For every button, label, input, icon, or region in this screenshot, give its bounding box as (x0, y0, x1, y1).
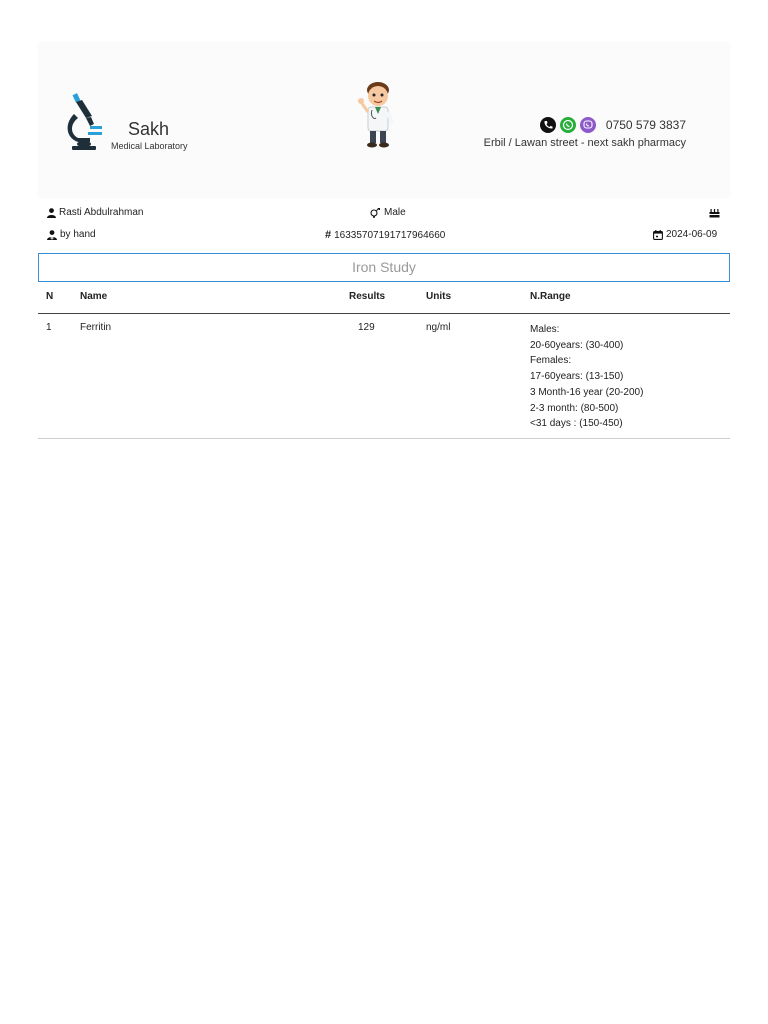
contact-row (540, 117, 686, 133)
calendar-icon (653, 230, 663, 240)
lab-address: Erbil / Lawan street - next sakh pharmacy (483, 137, 686, 149)
range-line: 3 Month-16 year (20-200) (530, 386, 644, 398)
column-header-units: Units (426, 291, 451, 302)
test-unit: ng/ml (426, 322, 451, 333)
lab-subtitle: Medical Laboratory (111, 141, 188, 151)
doctor-illustration (358, 80, 398, 150)
column-header-name: Name (80, 291, 108, 302)
user-icon (47, 208, 56, 218)
column-header-results: Results (349, 291, 386, 302)
range-line: Males: (530, 324, 560, 335)
viber-icon[interactable] (580, 117, 596, 133)
referral-row (47, 229, 96, 240)
range-line: 2-3 month: (80-500) (530, 402, 619, 414)
patient-id-row (325, 229, 445, 241)
test-result: 129 (358, 322, 375, 333)
lab-phone[interactable]: 0750 579 3837 (605, 118, 686, 132)
range-line: Females: (530, 355, 572, 367)
patient-name: Rasti Abdulrahman (59, 207, 144, 218)
table-bottom-divider (38, 438, 730, 439)
range-line: 17-60years: (13-150) (530, 371, 624, 383)
column-header-range: N.Range (530, 291, 571, 302)
whatsapp-icon[interactable] (560, 117, 576, 133)
row-number: 1 (46, 322, 52, 333)
gender-icon (369, 208, 381, 218)
range-line: 20-60years: (30-400) (530, 339, 624, 351)
birthday-row (709, 207, 720, 218)
patient-gender-row (369, 207, 406, 218)
normal-range (530, 322, 643, 432)
column-header-n: N (46, 291, 54, 302)
test-name: Ferritin (80, 322, 112, 333)
patient-id: 16335707191717964660 (334, 229, 446, 241)
range-line: <31 days : (150-450) (530, 418, 623, 430)
report-date-row (653, 229, 717, 240)
patient-gender: Male (384, 207, 406, 218)
user-doctor-icon (47, 230, 57, 240)
patient-name-row (47, 207, 144, 218)
lab-header (38, 42, 730, 198)
phone-icon[interactable] (540, 117, 556, 133)
lab-name: Sakh (128, 119, 170, 139)
hash-icon: # (325, 229, 332, 241)
referral-text: by hand (60, 229, 96, 240)
report-date: 2024-06-09 (666, 229, 718, 240)
test-panel-title: Iron Study (38, 253, 730, 282)
birthday-cake-icon (709, 207, 720, 218)
table-header-divider (38, 313, 730, 314)
microscope-icon (64, 92, 104, 152)
